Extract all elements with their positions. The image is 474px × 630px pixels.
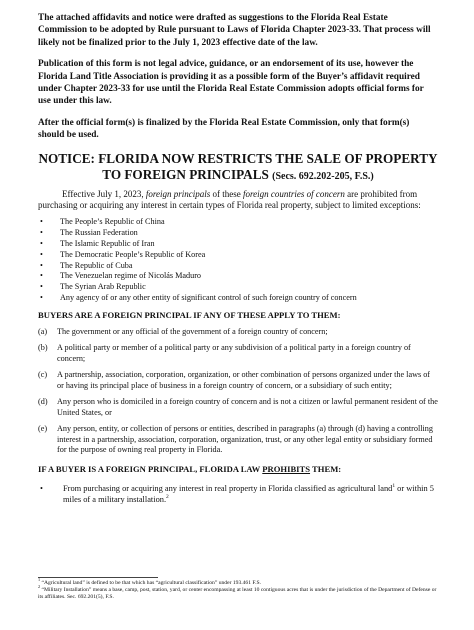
list-item: [38, 228, 438, 239]
notice-lead-paragraph: [38, 189, 438, 212]
footnote-ref-2[interactable]: 2: [166, 494, 169, 501]
bullet-icon: •: [40, 249, 43, 259]
country-name: The Syrian Arab Republic: [60, 282, 146, 292]
footnote-divider: [38, 577, 158, 578]
bullet-icon: •: [40, 282, 43, 292]
bullet-icon: •: [40, 271, 43, 281]
footnote-text: “Military Installation” means a base, camp, post, station, yard, or center encompassing at least 10 contiguous acres that is under the jurisdiction of the Department of Defense or its affiliates. Sec. 692.201(5), F.S.: [38, 587, 437, 600]
country-name: The People’s Republic of China: [60, 217, 165, 227]
country-name: The Russian Federation: [60, 228, 138, 238]
clause-label: (a): [38, 326, 48, 336]
lead-countries-of-concern: foreign countries of concern: [243, 188, 345, 199]
bullet-icon: •: [40, 228, 43, 238]
intro-paragraph-drafted: The attached affidavits and notice were drafted as suggestions to the Florida Real Estate Commission to be adopted by Rule pursuant to Laws of Florida Chapter 2023-33. That process will likely not be finalized prior to the July 1, 2023 effective date of the law.: [38, 13, 431, 48]
clause-text: A political party or member of a political party or any subdivision of a political party in a foreign country of concern;: [57, 343, 411, 363]
clause-label: (d): [38, 397, 48, 407]
clause-text: The government or any official of the government of a foreign country of concern;: [57, 326, 328, 336]
clause-text: A partnership, association, corporation, organization, or other combination of persons organized under the laws of or having its principal place of business in a foreign country of concern, or a subsidiary of such entity;: [57, 370, 431, 390]
prohibits-emphasis: PROHIBITS: [262, 463, 311, 474]
notice-title: [38, 151, 438, 185]
lead-text-1: Effective July 1, 2023,: [62, 188, 146, 199]
document-page: [38, 12, 438, 506]
clause-label: (c): [38, 370, 48, 380]
bullet-icon: •: [40, 217, 43, 227]
footnote-1: [38, 577, 438, 590]
buyers-heading: BUYERS ARE A FOREIGN PRINCIPAL IF ANY OF THESE APPLY TO THEM:: [38, 309, 341, 320]
intro-paragraph-official-form: After the official form(s) is finalized by the Florida Real Estate Commission, only that form(s) should be used.: [38, 117, 410, 141]
footnote-2: [38, 584, 438, 601]
prohibition-item: [38, 483, 438, 506]
bullet-icon: •: [40, 293, 43, 303]
prohibits-heading-post: THEM:: [310, 463, 342, 474]
list-item: [38, 250, 438, 261]
country-name: The Democratic People’s Republic of Korea: [60, 249, 206, 259]
footnote-mark: 1: [38, 577, 41, 583]
bullet-icon: •: [40, 260, 43, 270]
footnote-mark: 2: [38, 584, 41, 590]
list-item: [38, 271, 438, 282]
footnote-text: “Agricultural land” is defined to be that which has “agricultural classification” under 193.461 F.S.: [40, 580, 261, 586]
clause-e: [38, 424, 438, 456]
bullet-icon: •: [40, 483, 43, 493]
clause-text: Any person who is domiciled in a foreign country of concern and is not a citizen or lawful permanent resident of the United States, or: [57, 397, 438, 417]
clause-b: [38, 343, 438, 364]
list-item: [38, 282, 438, 293]
lead-text-3: are prohibited from purchasing or acquiring any interest in certain types of Florida real property, subject to limited exceptions:: [38, 188, 421, 211]
country-name: The Republic of Cuba: [60, 260, 133, 270]
prohibition-text-1: From purchasing or acquiring any interest in real property in Florida classified as agricultural land: [63, 483, 393, 493]
footnotes: [38, 577, 438, 601]
bullet-icon: •: [40, 239, 43, 249]
clause-c: [38, 370, 438, 391]
clause-a: [38, 327, 438, 338]
prohibits-heading: [38, 464, 438, 475]
notice-title-main: NOTICE: FLORIDA NOW RESTRICTS THE SALE OF PROPERTY TO FOREIGN PRINCIPALS: [38, 150, 438, 182]
list-item: [38, 293, 438, 304]
footnote-ref-1[interactable]: 1: [392, 483, 396, 490]
clause-label: (b): [38, 343, 48, 353]
list-item: [38, 261, 438, 272]
countries-list: [38, 217, 438, 303]
lead-text-2: of these: [210, 188, 243, 199]
notice-title-citation: (Secs. 692.202-205, F.S.): [272, 170, 374, 182]
country-name: The Venezuelan regime of Nicolás Maduro: [60, 271, 202, 281]
clause-label: (e): [38, 424, 48, 434]
list-item: [38, 239, 438, 250]
clause-text: Any person, entity, or collection of persons or entities, described in paragraphs (a) through (d) having a controlling interest in a partnership, association, corporation, organization, trust, or any other legal entity or subsidiary formed for the purpose of owning real property in Florida.: [57, 424, 433, 455]
lead-foreign-principals: foreign principals: [145, 188, 211, 199]
clause-d: [38, 397, 438, 418]
country-name: Any agency of or any other entity of significant control of such foreign country of concern: [60, 293, 357, 303]
prohibits-heading-pre: IF A BUYER IS A FOREIGN PRINCIPAL, FLORIDA LAW: [38, 463, 263, 474]
list-item: [38, 217, 438, 228]
country-name: The Islamic Republic of Iran: [60, 239, 155, 249]
intro-paragraph-disclaimer: Publication of this form is not legal advice, guidance, or an endorsement of its use, however the Florida Land Title Association is providing it as a possible form of the Buyer’s affidavit required under Chapter 2023-33 for use until the Florida Real Estate Commission adopts official forms for use under this law.: [38, 59, 424, 107]
prohibition-text-2: or within 5 miles of a military installation.: [63, 483, 434, 505]
